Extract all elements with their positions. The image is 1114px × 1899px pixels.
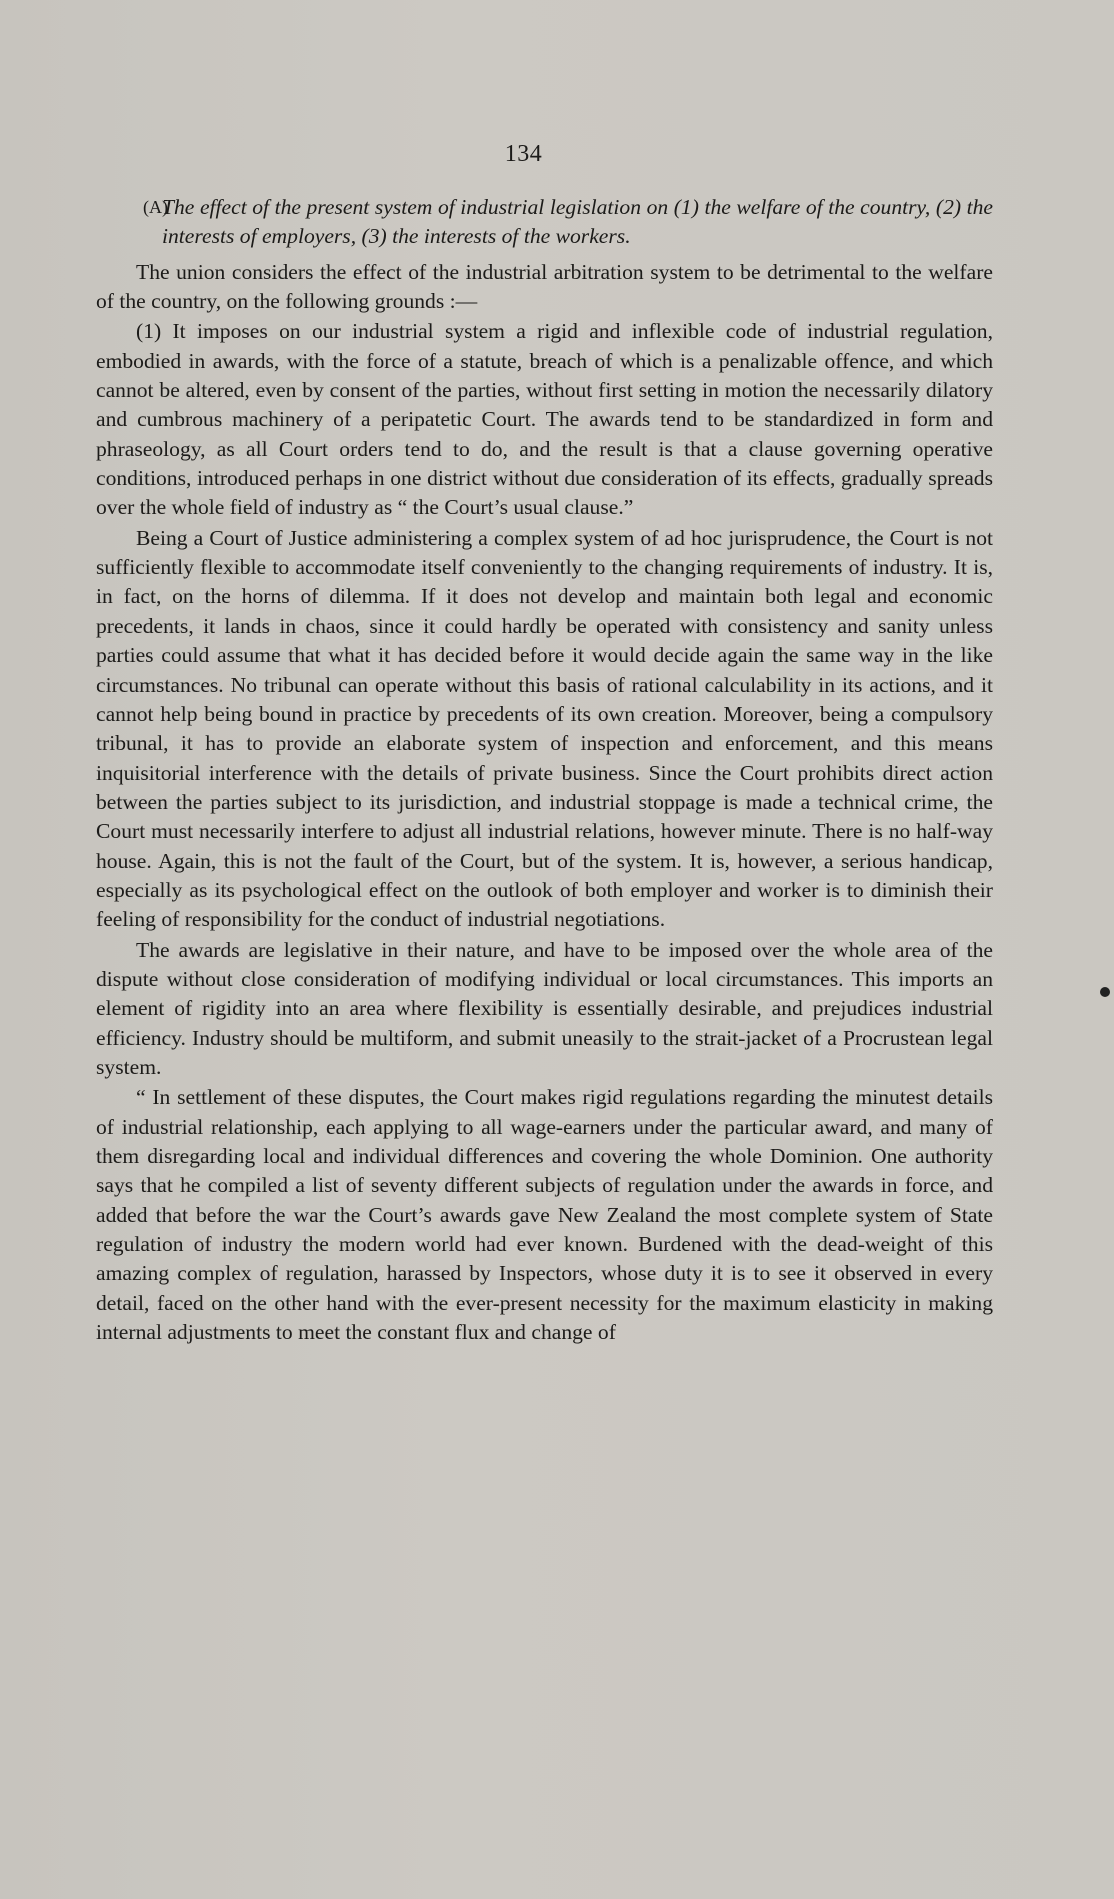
paragraph-1: The union considers the effect of the industrial arbitration system to be detrimental to the welfare of the country, on the following grounds :—	[96, 259, 993, 314]
paragraph-5: “ In settlement of these disputes, the Court makes rigid regulations regarding the minutest details of industrial relationship, each applying to all wage-earners under the particular award, and many of them disregarding local and individual differences and covering the whole Dominion. One authority says that he compiled a list of seventy different subjects of regulation under the awards in force, and added that before the war the Court’s awards gave New Zealand the most complete system of State regulation of industry the modern world had ever known. Burdened with the dead-weight of this amazing complex of regulation, harassed by Inspectors, whose duty it is to see it observed in every detail, faced on the other hand with the ever-present necessity for the maximum elasticity in making internal adjustments to meet the constant flux and change of	[96, 1085, 993, 1345]
section-heading-text: The effect of the present system of industrial legislation on (1) the welfare of the country, (2) the interests of employers, (3) the interests of the workers.	[162, 195, 993, 249]
body-text	[96, 193, 993, 1347]
section-heading-label: (A)	[143, 197, 168, 217]
page-number: 134	[504, 141, 543, 167]
page-speck-mark	[1100, 987, 1110, 997]
section-heading	[96, 193, 993, 252]
paragraph-3: Being a Court of Justice administering a complex system of ad hoc jurisprudence, the Court is not sufficiently flexible to accommodate itself conveniently to the changing requirements of industry. It is, in fact, on the horns of dilemma. If it does not develop and maintain both legal and economic precedents, it lands in chaos, since it could hardly be operated with consistency and sanity unless parties could assume that what it has decided before it would decide again the same way in the like circumstances. No tribunal can operate without this basis of rational calculability in its actions, and it cannot help being bound in practice by precedents of its own creation. Moreover, being a compulsory tribunal, it has to provide an elaborate system of inspection and enforcement, and this means inquisitorial interference with the details of private business. Since the Court prohibits direct action between the parties subject to its jurisdiction, and industrial stoppage is made a technical crime, the Court must necessarily interfere to adjust all industrial relations, however minute. There is no half-way house. Again, this is not the fault of the Court, but of the system. It is, however, a serious handicap, especially as its psychological effect on the outlook of both employer and worker is to diminish their feeling of responsibility for the conduct of industrial negotiations.	[96, 525, 993, 932]
paragraph-4: The awards are legislative in their nature, and have to be imposed over the whole area of the dispute without close consideration of modifying individual or local circumstances. This imports an element of rigidity into an area where flexibility is essentially desirable, and prejudices industrial efficiency. Industry should be multiform, and submit uneasily to the strait-jacket of a Procrustean legal system.	[96, 937, 993, 1079]
paragraph-2: (1) It imposes on our industrial system a rigid and inflexible code of industrial regulation, embodied in awards, with the force of a statute, breach of which is a penalizable offence, and which cannot be altered, even by consent of the parties, without first setting in motion the necessarily dilatory and cumbrous machinery of a peripatetic Court. The awards tend to be standardized in form and phraseology, as all Court orders tend to do, and the result is that a clause governing operative conditions, introduced perhaps in one district without due consideration of its effects, gradually spreads over the whole field of industry as “ the Court’s usual clause.”	[96, 319, 993, 520]
